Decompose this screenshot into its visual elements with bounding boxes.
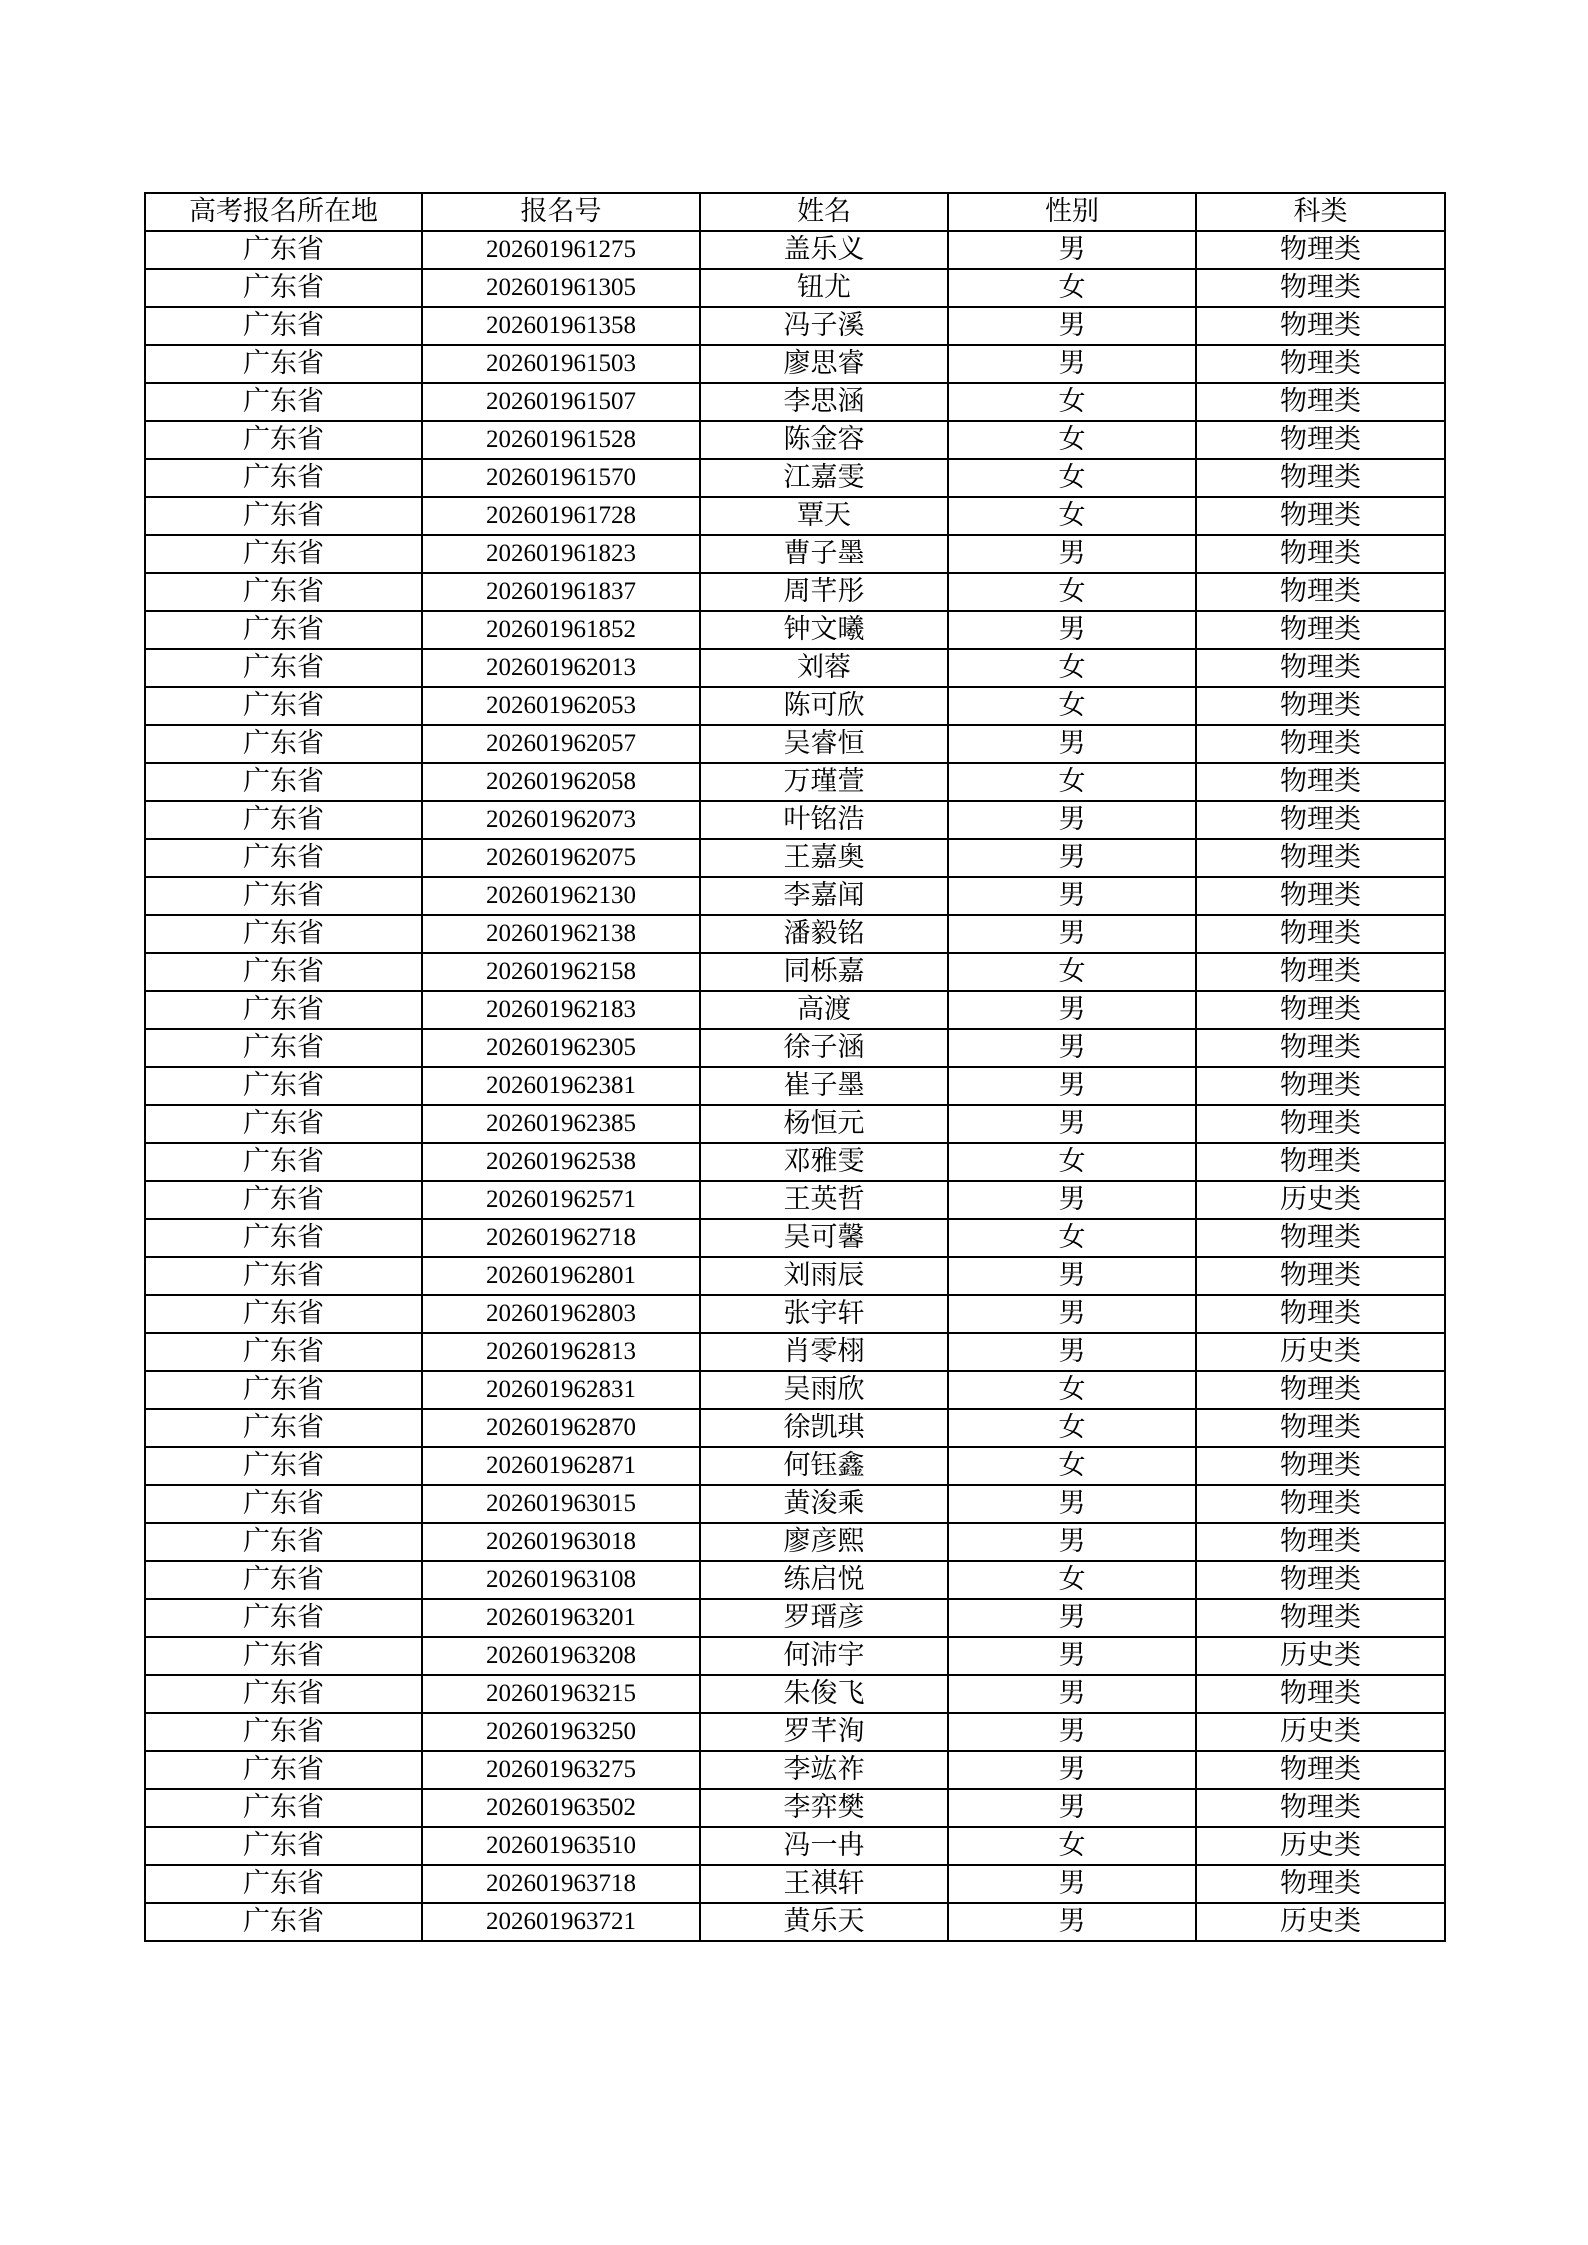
cell-registration-number: 202601961852 <box>422 611 700 649</box>
cell-location: 广东省 <box>145 1447 422 1485</box>
cell-registration-number: 202601963208 <box>422 1637 700 1675</box>
cell-subject-category: 物理类 <box>1196 345 1445 383</box>
cell-registration-number: 202601963502 <box>422 1789 700 1827</box>
cell-subject-category: 物理类 <box>1196 953 1445 991</box>
cell-name: 王祺轩 <box>700 1865 948 1903</box>
table-row <box>145 763 1445 801</box>
cell-registration-number: 202601962013 <box>422 649 700 687</box>
table-row <box>145 1751 1445 1789</box>
cell-subject-category: 物理类 <box>1196 1523 1445 1561</box>
header-registration-number: 报名号 <box>422 193 700 231</box>
table-row <box>145 991 1445 1029</box>
cell-gender: 女 <box>948 1219 1196 1257</box>
table-row <box>145 1447 1445 1485</box>
cell-gender: 男 <box>948 1523 1196 1561</box>
cell-location: 广东省 <box>145 1751 422 1789</box>
cell-gender: 男 <box>948 1751 1196 1789</box>
cell-subject-category: 物理类 <box>1196 763 1445 801</box>
cell-subject-category: 物理类 <box>1196 1371 1445 1409</box>
cell-name: 王嘉奥 <box>700 839 948 877</box>
table-row <box>145 1523 1445 1561</box>
cell-gender: 男 <box>948 1485 1196 1523</box>
table-row <box>145 1333 1445 1371</box>
table-row <box>145 1637 1445 1675</box>
table-row <box>145 1713 1445 1751</box>
cell-registration-number: 202601962571 <box>422 1181 700 1219</box>
table-row <box>145 307 1445 345</box>
table-row <box>145 915 1445 953</box>
cell-subject-category: 物理类 <box>1196 1599 1445 1637</box>
cell-name: 廖彦熙 <box>700 1523 948 1561</box>
cell-subject-category: 物理类 <box>1196 1865 1445 1903</box>
cell-registration-number: 202601963018 <box>422 1523 700 1561</box>
table-row <box>145 649 1445 687</box>
cell-gender: 女 <box>948 687 1196 725</box>
cell-registration-number: 202601961358 <box>422 307 700 345</box>
cell-gender: 男 <box>948 307 1196 345</box>
cell-location: 广东省 <box>145 725 422 763</box>
cell-name: 何钰鑫 <box>700 1447 948 1485</box>
cell-name: 吴雨欣 <box>700 1371 948 1409</box>
cell-registration-number: 202601962871 <box>422 1447 700 1485</box>
cell-name: 肖零栩 <box>700 1333 948 1371</box>
cell-gender: 女 <box>948 649 1196 687</box>
cell-location: 广东省 <box>145 915 422 953</box>
cell-registration-number: 202601963275 <box>422 1751 700 1789</box>
cell-subject-category: 物理类 <box>1196 269 1445 307</box>
cell-subject-category: 物理类 <box>1196 1409 1445 1447</box>
cell-gender: 男 <box>948 1333 1196 1371</box>
cell-registration-number: 202601962130 <box>422 877 700 915</box>
cell-location: 广东省 <box>145 421 422 459</box>
table-row <box>145 535 1445 573</box>
cell-name: 李竑祚 <box>700 1751 948 1789</box>
cell-subject-category: 物理类 <box>1196 307 1445 345</box>
cell-gender: 男 <box>948 877 1196 915</box>
cell-subject-category: 历史类 <box>1196 1333 1445 1371</box>
cell-name: 高渡 <box>700 991 948 1029</box>
cell-location: 广东省 <box>145 1029 422 1067</box>
table-row <box>145 421 1445 459</box>
cell-registration-number: 202601962381 <box>422 1067 700 1105</box>
table-row <box>145 497 1445 535</box>
cell-location: 广东省 <box>145 1485 422 1523</box>
cell-subject-category: 物理类 <box>1196 725 1445 763</box>
table-row <box>145 1371 1445 1409</box>
cell-subject-category: 物理类 <box>1196 1067 1445 1105</box>
cell-gender: 男 <box>948 1599 1196 1637</box>
cell-gender: 男 <box>948 1257 1196 1295</box>
cell-name: 曹子墨 <box>700 535 948 573</box>
cell-registration-number: 202601962870 <box>422 1409 700 1447</box>
cell-registration-number: 202601962183 <box>422 991 700 1029</box>
cell-subject-category: 物理类 <box>1196 1789 1445 1827</box>
cell-gender: 女 <box>948 497 1196 535</box>
cell-location: 广东省 <box>145 1067 422 1105</box>
table-row <box>145 1599 1445 1637</box>
cell-gender: 女 <box>948 421 1196 459</box>
cell-registration-number: 202601963201 <box>422 1599 700 1637</box>
cell-gender: 男 <box>948 1181 1196 1219</box>
cell-subject-category: 物理类 <box>1196 573 1445 611</box>
cell-name: 冯一冉 <box>700 1827 948 1865</box>
cell-gender: 男 <box>948 1295 1196 1333</box>
cell-gender: 男 <box>948 991 1196 1029</box>
cell-subject-category: 物理类 <box>1196 1561 1445 1599</box>
cell-registration-number: 202601962138 <box>422 915 700 953</box>
admission-list-table <box>144 192 1446 1942</box>
cell-registration-number: 202601961503 <box>422 345 700 383</box>
cell-location: 广东省 <box>145 573 422 611</box>
cell-gender: 男 <box>948 1903 1196 1941</box>
cell-location: 广东省 <box>145 687 422 725</box>
cell-location: 广东省 <box>145 1523 422 1561</box>
cell-location: 广东省 <box>145 611 422 649</box>
cell-subject-category: 物理类 <box>1196 915 1445 953</box>
cell-gender: 男 <box>948 611 1196 649</box>
cell-gender: 女 <box>948 1143 1196 1181</box>
cell-name: 刘雨辰 <box>700 1257 948 1295</box>
cell-name: 周芊彤 <box>700 573 948 611</box>
cell-name: 罗瑨彦 <box>700 1599 948 1637</box>
cell-subject-category: 物理类 <box>1196 611 1445 649</box>
cell-registration-number: 202601962075 <box>422 839 700 877</box>
table-row <box>145 231 1445 269</box>
cell-name: 万瑾萱 <box>700 763 948 801</box>
table-row <box>145 1105 1445 1143</box>
cell-subject-category: 物理类 <box>1196 1105 1445 1143</box>
header-subject-category: 科类 <box>1196 193 1445 231</box>
cell-name: 黄乐天 <box>700 1903 948 1941</box>
table-row <box>145 1561 1445 1599</box>
table-row <box>145 839 1445 877</box>
header-row <box>145 193 1445 231</box>
cell-location: 广东省 <box>145 1257 422 1295</box>
table-row <box>145 687 1445 725</box>
cell-location: 广东省 <box>145 649 422 687</box>
cell-location: 广东省 <box>145 1105 422 1143</box>
cell-location: 广东省 <box>145 1181 422 1219</box>
cell-registration-number: 202601961823 <box>422 535 700 573</box>
cell-subject-category: 物理类 <box>1196 1675 1445 1713</box>
cell-subject-category: 物理类 <box>1196 421 1445 459</box>
cell-name: 廖思睿 <box>700 345 948 383</box>
cell-subject-category: 物理类 <box>1196 1485 1445 1523</box>
cell-location: 广东省 <box>145 1295 422 1333</box>
cell-registration-number: 202601961728 <box>422 497 700 535</box>
cell-subject-category: 物理类 <box>1196 801 1445 839</box>
cell-gender: 女 <box>948 1447 1196 1485</box>
cell-gender: 男 <box>948 231 1196 269</box>
table-row <box>145 1903 1445 1941</box>
cell-subject-category: 物理类 <box>1196 535 1445 573</box>
cell-location: 广东省 <box>145 953 422 991</box>
cell-subject-category: 物理类 <box>1196 383 1445 421</box>
table-row <box>145 383 1445 421</box>
cell-subject-category: 物理类 <box>1196 649 1445 687</box>
cell-name: 潘毅铭 <box>700 915 948 953</box>
cell-subject-category: 物理类 <box>1196 497 1445 535</box>
cell-gender: 男 <box>948 1067 1196 1105</box>
table-row <box>145 801 1445 839</box>
cell-registration-number: 202601961570 <box>422 459 700 497</box>
cell-location: 广东省 <box>145 763 422 801</box>
table-row <box>145 1827 1445 1865</box>
cell-name: 罗芊洵 <box>700 1713 948 1751</box>
cell-location: 广东省 <box>145 1713 422 1751</box>
cell-name: 张宇轩 <box>700 1295 948 1333</box>
cell-location: 广东省 <box>145 345 422 383</box>
cell-registration-number: 202601963108 <box>422 1561 700 1599</box>
cell-subject-category: 历史类 <box>1196 1713 1445 1751</box>
table-row <box>145 1143 1445 1181</box>
cell-registration-number: 202601963250 <box>422 1713 700 1751</box>
cell-subject-category: 历史类 <box>1196 1827 1445 1865</box>
cell-subject-category: 历史类 <box>1196 1903 1445 1941</box>
cell-registration-number: 202601962538 <box>422 1143 700 1181</box>
cell-registration-number: 202601962053 <box>422 687 700 725</box>
cell-registration-number: 202601962073 <box>422 801 700 839</box>
cell-name: 盖乐义 <box>700 231 948 269</box>
cell-gender: 女 <box>948 953 1196 991</box>
table-row <box>145 1865 1445 1903</box>
cell-name: 吴睿恒 <box>700 725 948 763</box>
header-location: 高考报名所在地 <box>145 193 422 231</box>
cell-location: 广东省 <box>145 307 422 345</box>
cell-gender: 男 <box>948 915 1196 953</box>
table-row <box>145 611 1445 649</box>
cell-registration-number: 202601962305 <box>422 1029 700 1067</box>
cell-gender: 男 <box>948 725 1196 763</box>
cell-name: 陈可欣 <box>700 687 948 725</box>
cell-registration-number: 202601963015 <box>422 1485 700 1523</box>
cell-gender: 女 <box>948 763 1196 801</box>
cell-name: 钮尤 <box>700 269 948 307</box>
cell-registration-number: 202601961507 <box>422 383 700 421</box>
cell-name: 崔子墨 <box>700 1067 948 1105</box>
cell-name: 吴可馨 <box>700 1219 948 1257</box>
header-gender: 性别 <box>948 193 1196 231</box>
cell-registration-number: 202601962831 <box>422 1371 700 1409</box>
cell-name: 覃天 <box>700 497 948 535</box>
cell-gender: 女 <box>948 383 1196 421</box>
cell-location: 广东省 <box>145 1333 422 1371</box>
table-row <box>145 269 1445 307</box>
cell-location: 广东省 <box>145 877 422 915</box>
cell-registration-number: 202601962803 <box>422 1295 700 1333</box>
cell-registration-number: 202601961837 <box>422 573 700 611</box>
cell-subject-category: 物理类 <box>1196 459 1445 497</box>
cell-location: 广东省 <box>145 1675 422 1713</box>
cell-subject-category: 历史类 <box>1196 1181 1445 1219</box>
cell-name: 邓雅雯 <box>700 1143 948 1181</box>
cell-name: 钟文曦 <box>700 611 948 649</box>
cell-name: 李嘉闻 <box>700 877 948 915</box>
cell-gender: 男 <box>948 1675 1196 1713</box>
cell-registration-number: 202601962058 <box>422 763 700 801</box>
cell-registration-number: 202601961528 <box>422 421 700 459</box>
cell-location: 广东省 <box>145 269 422 307</box>
cell-location: 广东省 <box>145 1219 422 1257</box>
cell-gender: 男 <box>948 1105 1196 1143</box>
cell-subject-category: 物理类 <box>1196 1751 1445 1789</box>
cell-gender: 女 <box>948 1371 1196 1409</box>
cell-subject-category: 物理类 <box>1196 1029 1445 1067</box>
cell-gender: 男 <box>948 1789 1196 1827</box>
table-body <box>145 231 1445 1941</box>
cell-name: 徐凯琪 <box>700 1409 948 1447</box>
table-row <box>145 459 1445 497</box>
cell-gender: 女 <box>948 1827 1196 1865</box>
cell-subject-category: 物理类 <box>1196 231 1445 269</box>
cell-subject-category: 历史类 <box>1196 1637 1445 1675</box>
cell-name: 朱俊飞 <box>700 1675 948 1713</box>
cell-location: 广东省 <box>145 535 422 573</box>
cell-location: 广东省 <box>145 1371 422 1409</box>
cell-registration-number: 202601961275 <box>422 231 700 269</box>
cell-registration-number: 202601962813 <box>422 1333 700 1371</box>
cell-location: 广东省 <box>145 991 422 1029</box>
cell-name: 徐子涵 <box>700 1029 948 1067</box>
cell-registration-number: 202601963215 <box>422 1675 700 1713</box>
cell-gender: 女 <box>948 1409 1196 1447</box>
cell-subject-category: 物理类 <box>1196 839 1445 877</box>
cell-subject-category: 物理类 <box>1196 1447 1445 1485</box>
cell-name: 同栎嘉 <box>700 953 948 991</box>
cell-gender: 女 <box>948 1561 1196 1599</box>
table-header <box>145 193 1445 231</box>
cell-gender: 男 <box>948 535 1196 573</box>
table-row <box>145 1675 1445 1713</box>
table-row <box>145 1067 1445 1105</box>
cell-name: 何沛宇 <box>700 1637 948 1675</box>
table-row <box>145 1181 1445 1219</box>
cell-registration-number: 202601962718 <box>422 1219 700 1257</box>
cell-location: 广东省 <box>145 383 422 421</box>
cell-gender: 男 <box>948 801 1196 839</box>
cell-gender: 男 <box>948 839 1196 877</box>
cell-registration-number: 202601962057 <box>422 725 700 763</box>
cell-name: 叶铭浩 <box>700 801 948 839</box>
cell-gender: 男 <box>948 1637 1196 1675</box>
cell-location: 广东省 <box>145 1409 422 1447</box>
table-row <box>145 345 1445 383</box>
cell-name: 李思涵 <box>700 383 948 421</box>
cell-gender: 女 <box>948 459 1196 497</box>
cell-location: 广东省 <box>145 1599 422 1637</box>
cell-name: 王英哲 <box>700 1181 948 1219</box>
cell-gender: 男 <box>948 1713 1196 1751</box>
cell-gender: 男 <box>948 1865 1196 1903</box>
cell-location: 广东省 <box>145 1827 422 1865</box>
cell-location: 广东省 <box>145 801 422 839</box>
cell-registration-number: 202601963510 <box>422 1827 700 1865</box>
table-row <box>145 1219 1445 1257</box>
cell-registration-number: 202601962801 <box>422 1257 700 1295</box>
cell-location: 广东省 <box>145 1143 422 1181</box>
table-row <box>145 1029 1445 1067</box>
cell-location: 广东省 <box>145 1561 422 1599</box>
cell-name: 练启悦 <box>700 1561 948 1599</box>
cell-name: 杨恒元 <box>700 1105 948 1143</box>
cell-registration-number: 202601963718 <box>422 1865 700 1903</box>
cell-location: 广东省 <box>145 839 422 877</box>
cell-subject-category: 物理类 <box>1196 991 1445 1029</box>
table-row <box>145 1295 1445 1333</box>
cell-gender: 男 <box>948 345 1196 383</box>
table-row <box>145 1409 1445 1447</box>
cell-location: 广东省 <box>145 497 422 535</box>
cell-location: 广东省 <box>145 1637 422 1675</box>
table-row <box>145 877 1445 915</box>
cell-gender: 女 <box>948 573 1196 611</box>
cell-location: 广东省 <box>145 1903 422 1941</box>
cell-subject-category: 物理类 <box>1196 877 1445 915</box>
table-row <box>145 573 1445 611</box>
cell-subject-category: 物理类 <box>1196 1143 1445 1181</box>
table-row <box>145 1257 1445 1295</box>
cell-gender: 女 <box>948 269 1196 307</box>
table-row <box>145 1485 1445 1523</box>
cell-location: 广东省 <box>145 231 422 269</box>
cell-gender: 男 <box>948 1029 1196 1067</box>
cell-registration-number: 202601962385 <box>422 1105 700 1143</box>
table-row <box>145 725 1445 763</box>
cell-name: 刘蓉 <box>700 649 948 687</box>
cell-registration-number: 202601963721 <box>422 1903 700 1941</box>
cell-name: 江嘉雯 <box>700 459 948 497</box>
cell-registration-number: 202601961305 <box>422 269 700 307</box>
cell-location: 广东省 <box>145 459 422 497</box>
cell-subject-category: 物理类 <box>1196 1219 1445 1257</box>
cell-subject-category: 物理类 <box>1196 687 1445 725</box>
cell-name: 冯子溪 <box>700 307 948 345</box>
cell-location: 广东省 <box>145 1865 422 1903</box>
header-name: 姓名 <box>700 193 948 231</box>
cell-subject-category: 物理类 <box>1196 1295 1445 1333</box>
table-row <box>145 953 1445 991</box>
table-row <box>145 1789 1445 1827</box>
cell-name: 李弈樊 <box>700 1789 948 1827</box>
cell-name: 陈金容 <box>700 421 948 459</box>
cell-name: 黄浚乘 <box>700 1485 948 1523</box>
cell-subject-category: 物理类 <box>1196 1257 1445 1295</box>
cell-registration-number: 202601962158 <box>422 953 700 991</box>
cell-location: 广东省 <box>145 1789 422 1827</box>
